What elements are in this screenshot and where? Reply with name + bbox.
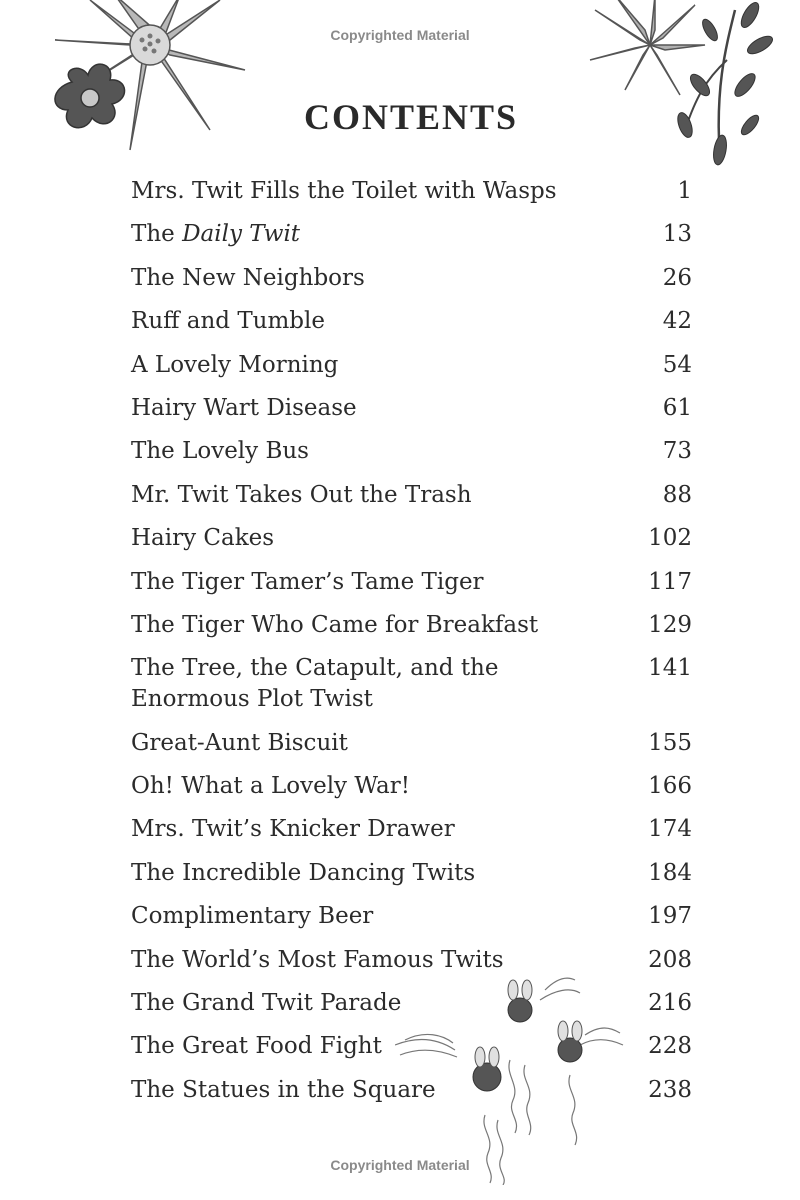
page-title: CONTENTS [303, 97, 519, 137]
page-number: 155 [648, 729, 692, 756]
chapter-title: The Statues in the Square [131, 1076, 436, 1103]
page-number: 174 [648, 816, 692, 843]
page-number: 13 [662, 221, 692, 248]
chapter-title: The New Neighbors [131, 264, 365, 291]
page-number: 102 [648, 525, 692, 552]
toc-entry [131, 814, 692, 845]
chapter-title: Ruff and Tumble [131, 308, 325, 335]
page-number: 73 [662, 438, 692, 465]
chapter-title-italic: Daily Twit [182, 221, 301, 248]
chapter-title: The World’s Most Famous Twits [131, 946, 504, 973]
chapter-title: A Lovely Morning [131, 351, 339, 378]
chapter-title: The Tiger Who Came for Breakfast [131, 611, 539, 638]
toc-entry [131, 219, 692, 250]
toc-entry [131, 728, 692, 759]
toc-entry [131, 610, 692, 641]
page-number: 26 [662, 264, 692, 291]
toc-entry [131, 653, 692, 715]
page-number: 216 [648, 990, 692, 1017]
page-number: 88 [662, 481, 692, 508]
chapter-title-part: The [131, 221, 183, 248]
toc-entry [131, 567, 692, 598]
chapter-title: Oh! What a Lovely War! [131, 773, 410, 800]
chapter-title: Complimentary Beer [131, 903, 374, 930]
chapter-title: The Great Food Fight [131, 1033, 382, 1060]
page-number: 1 [677, 178, 692, 204]
page-number: 238 [648, 1076, 692, 1103]
chapter-title: Mr. Twit Takes Out the Trash [131, 481, 472, 508]
page-number: 184 [648, 859, 692, 886]
toc-entry [131, 771, 692, 802]
chapter-title: Hairy Wart Disease [131, 394, 357, 421]
chapter-title: Hairy Cakes [131, 525, 275, 552]
toc-entry [131, 858, 692, 889]
page-number: 166 [648, 773, 692, 800]
page-number: 129 [648, 611, 692, 638]
page-number: 208 [648, 946, 692, 973]
page-number: 197 [648, 903, 692, 930]
toc-entry [131, 306, 692, 337]
leaf-branch-icon [585, 0, 780, 175]
chapter-title: The Lovely Bus [131, 438, 309, 465]
chapter-title: The Incredible Dancing Twits [131, 859, 476, 886]
chapter-title: The Tree, the Catapult, and the Enormous Plot Twist [131, 655, 499, 713]
toc-entry [131, 350, 692, 381]
chapter-title [131, 219, 300, 250]
toc-entry [131, 176, 692, 207]
watermark-bottom: Copyrighted Material [330, 1157, 470, 1173]
page-number: 141 [648, 655, 692, 682]
watermark-top: Copyrighted Material [330, 27, 470, 43]
flies-icon [395, 965, 630, 1185]
toc-entry [131, 436, 692, 467]
toc-entry [131, 263, 692, 294]
page-number: 228 [648, 1033, 692, 1060]
chapter-title: The Grand Twit Parade [131, 990, 402, 1017]
page-number: 54 [662, 351, 692, 378]
toc-entry [131, 393, 692, 424]
page-number: 117 [648, 568, 692, 595]
page-number: 42 [662, 308, 692, 335]
toc-entry [131, 480, 692, 511]
chapter-title: Great-Aunt Biscuit [131, 729, 348, 756]
page-number: 61 [662, 394, 692, 421]
chapter-title: Mrs. Twit Fills the Toilet with Wasps [131, 178, 557, 204]
toc-entry [131, 523, 692, 554]
chapter-title: The Tiger Tamer’s Tame Tiger [131, 568, 484, 595]
chapter-title: Mrs. Twit’s Knicker Drawer [131, 816, 455, 843]
toc-entry [131, 901, 692, 932]
